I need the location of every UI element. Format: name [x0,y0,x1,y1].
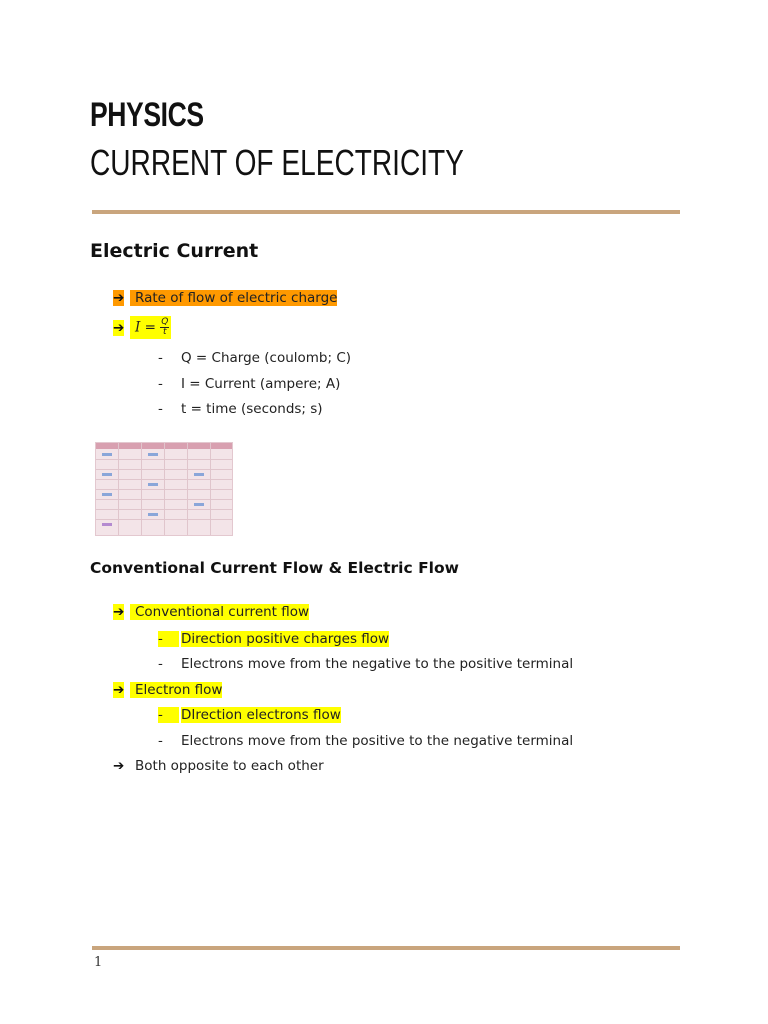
list-item: Direction positive charges flow [181,631,390,647]
dash-bullet: - [158,733,163,749]
section-heading-electric-current: Electric Current [90,240,259,262]
section-heading-flow: Conventional Current Flow & Electric Flow [90,559,459,577]
list-item: I = Current (ampere; A) [181,376,341,392]
list-item: Electron flow [130,682,222,698]
list-item: Q = Charge (coulomb; C) [181,350,352,366]
page-subtitle: CURRENT OF ELECTRICITY [90,142,464,183]
formula: I = $\frac{Q}{t}$ [130,316,171,339]
arrow-bullet-icon: ➔ [113,682,125,698]
arrow-bullet-icon: ➔ [113,290,125,306]
list-item: Rate of flow of electric charge [130,290,337,306]
page-title: PHYSICS [90,96,204,134]
arrow-bullet-icon: ➔ [113,758,125,774]
list-item: Electrons move from the positive to the negative terminal [181,733,574,749]
list-item: Electrons move from the negative to the positive terminal [181,656,574,672]
header-divider [92,210,680,214]
dash-bullet: - [158,707,179,723]
circuit-symbols-image [95,442,233,536]
arrow-bullet-icon: ➔ [113,604,125,620]
footer-divider [92,946,680,950]
dash-bullet: - [158,350,163,366]
dash-bullet: - [158,656,163,672]
list-item: t = time (seconds; s) [181,401,323,417]
dash-bullet: - [158,631,179,647]
dash-bullet: - [158,376,163,392]
list-item: Conventional current flow [130,604,309,620]
page-number: 1 [94,955,103,970]
dash-bullet: - [158,401,163,417]
list-item: Both opposite to each other [135,758,324,774]
list-item: DIrection electrons flow [181,707,341,723]
arrow-bullet-icon: ➔ [113,320,125,336]
